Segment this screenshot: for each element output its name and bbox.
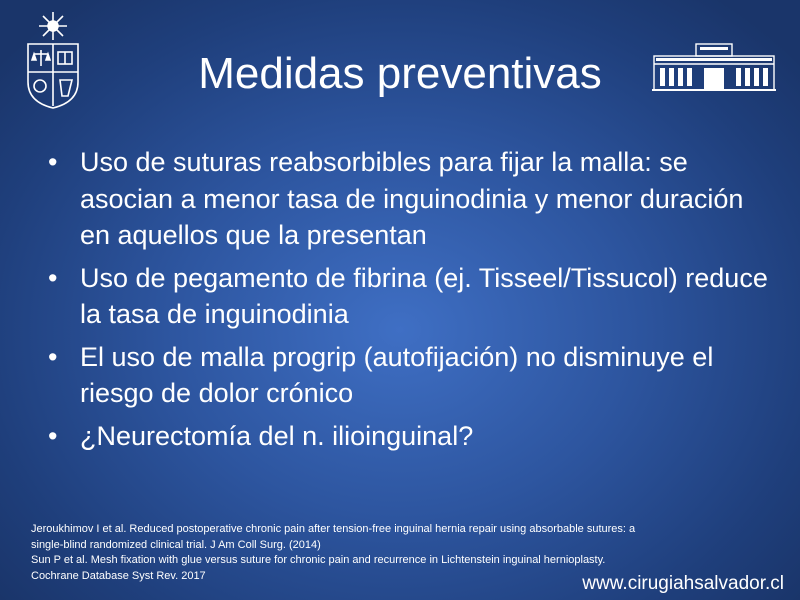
bullet-item [48, 144, 768, 254]
slide-title: Medidas preventivas [198, 49, 602, 98]
bullet-item [48, 418, 768, 455]
bullet-text: ¿Neurectomía del n. ilioinguinal? [80, 420, 474, 451]
bullet-marker: • [48, 420, 58, 451]
bullet-marker: • [48, 262, 58, 293]
bullet-marker: • [48, 147, 58, 177]
reference-line: Cochrane Database Syst Rev. 2017 [31, 569, 206, 582]
bullet-marker: • [48, 341, 58, 372]
reference-line: Jeroukhimov I et al. Reduced postoperative chronic pain after tension-free inguinal hernia repair using absorbable sutures: a [31, 523, 636, 535]
website-url: www.cirugiahsalvador.cl [582, 573, 784, 594]
bullet-item [48, 260, 768, 333]
university-crest-icon [22, 10, 84, 110]
bullet-item [48, 339, 768, 412]
reference-line: Sun P et al. Mesh fixation with glue versus suture for chronic pain and recurrence in Lichtenstein inguinal hernioplasty. [31, 554, 606, 566]
bullet-list [48, 144, 768, 460]
bullet-text: Uso de pegamento de fibrina (ej. Tisseel/Tissucol) reduce la tasa de inguinodinia [80, 262, 768, 329]
bullet-text: Uso de suturas reabsorbibles para fijar la malla: se asocian a menor tasa de inguinodinia y menor duración en aquellos que la presentan [80, 147, 744, 250]
bullet-text: El uso de malla progrip (autofijación) no disminuye el riesgo de dolor crónico [80, 341, 714, 408]
reference-line: single-blind randomized clinical trial. J Am Coll Surg. (2014) [31, 538, 321, 551]
hospital-building-icon [652, 40, 776, 92]
